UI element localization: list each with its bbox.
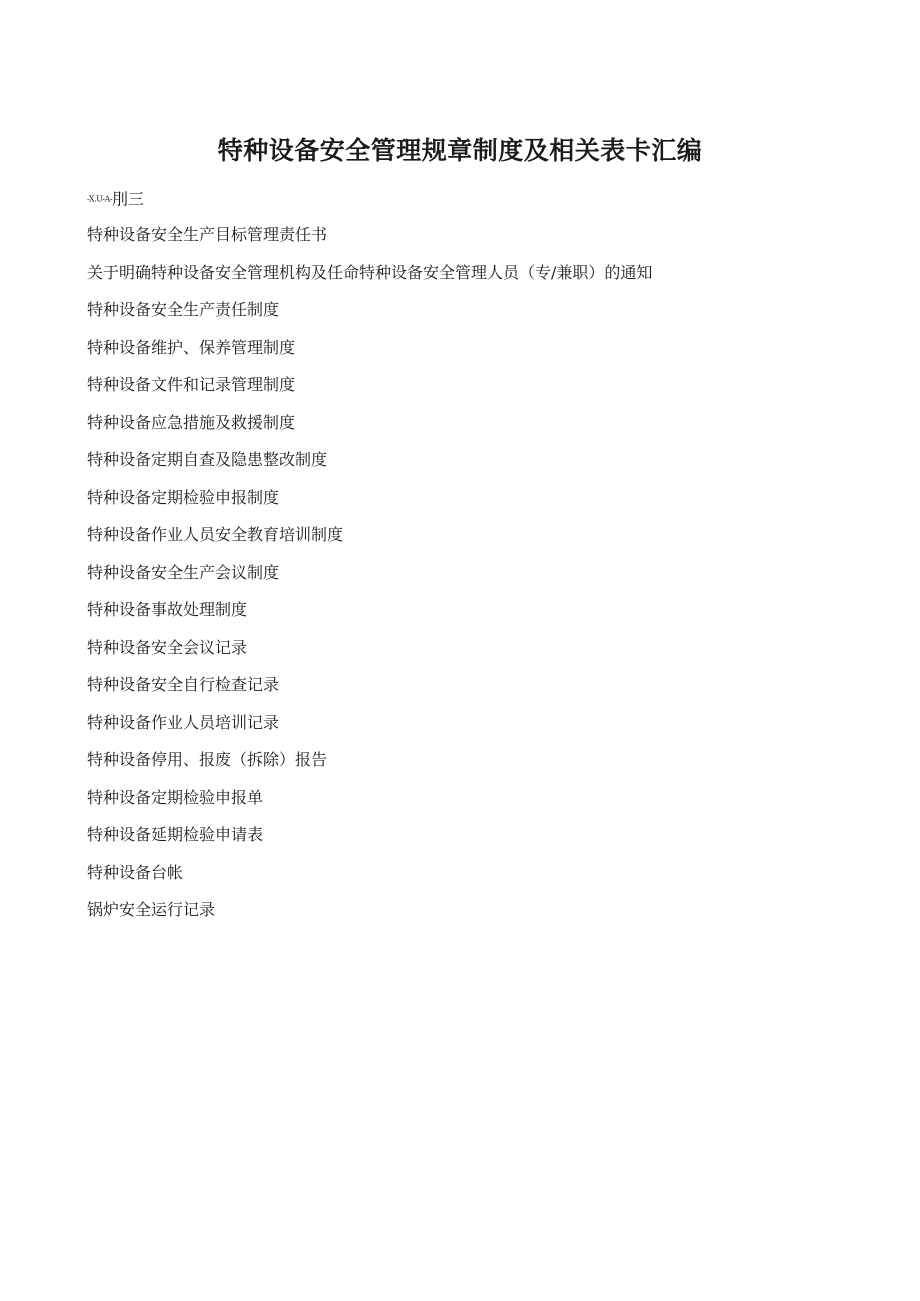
- document-title: 特种设备安全管理规章制度及相关表卡汇编: [217, 136, 703, 165]
- contents-item: 特种设备安全会议记录: [87, 637, 248, 657]
- contents-item: 特种设备事故处理制度: [87, 600, 248, 619]
- contents-item: 特种设备定期检验申报制度: [87, 487, 280, 507]
- contents-item: 特种设备维护、保养管理制度: [87, 337, 296, 357]
- contents-item: 特种设备安全生产责任制度: [87, 300, 280, 319]
- contents-item: 特种设备作业人员培训记录: [87, 712, 280, 732]
- preface-heading: [87, 188, 144, 211]
- contents-item: 特种设备应急措施及救援制度: [87, 412, 296, 432]
- contents-item: 特种设备停用、报废（拆除）报告: [87, 750, 328, 769]
- preface-word: 刖三: [111, 189, 144, 209]
- contents-item: 特种设备安全生产会议制度: [87, 562, 280, 582]
- contents-item: 特种设备定期检验申报单: [87, 787, 264, 807]
- contents-item: 关于明确特种设备安全管理机构及任命特种设备安全管理人员（专/兼职）的通知: [87, 262, 653, 282]
- contents-item: 特种设备安全自行检查记录: [87, 675, 280, 694]
- contents-item: 特种设备台帐: [87, 862, 184, 882]
- contents-item: 锅炉安全运行记录: [87, 900, 216, 919]
- preface-garbled-text: -X.U-A-: [87, 194, 112, 204]
- contents-item: 特种设备安全生产目标管理责任书: [87, 225, 328, 244]
- contents-item: 特种设备文件和记录管理制度: [87, 375, 296, 394]
- contents-list: [87, 224, 887, 937]
- contents-item: 特种设备定期自查及隐患整改制度: [87, 450, 328, 469]
- contents-item: 特种设备延期检验申请表: [87, 825, 264, 844]
- contents-item: 特种设备作业人员安全教育培训制度: [87, 525, 344, 544]
